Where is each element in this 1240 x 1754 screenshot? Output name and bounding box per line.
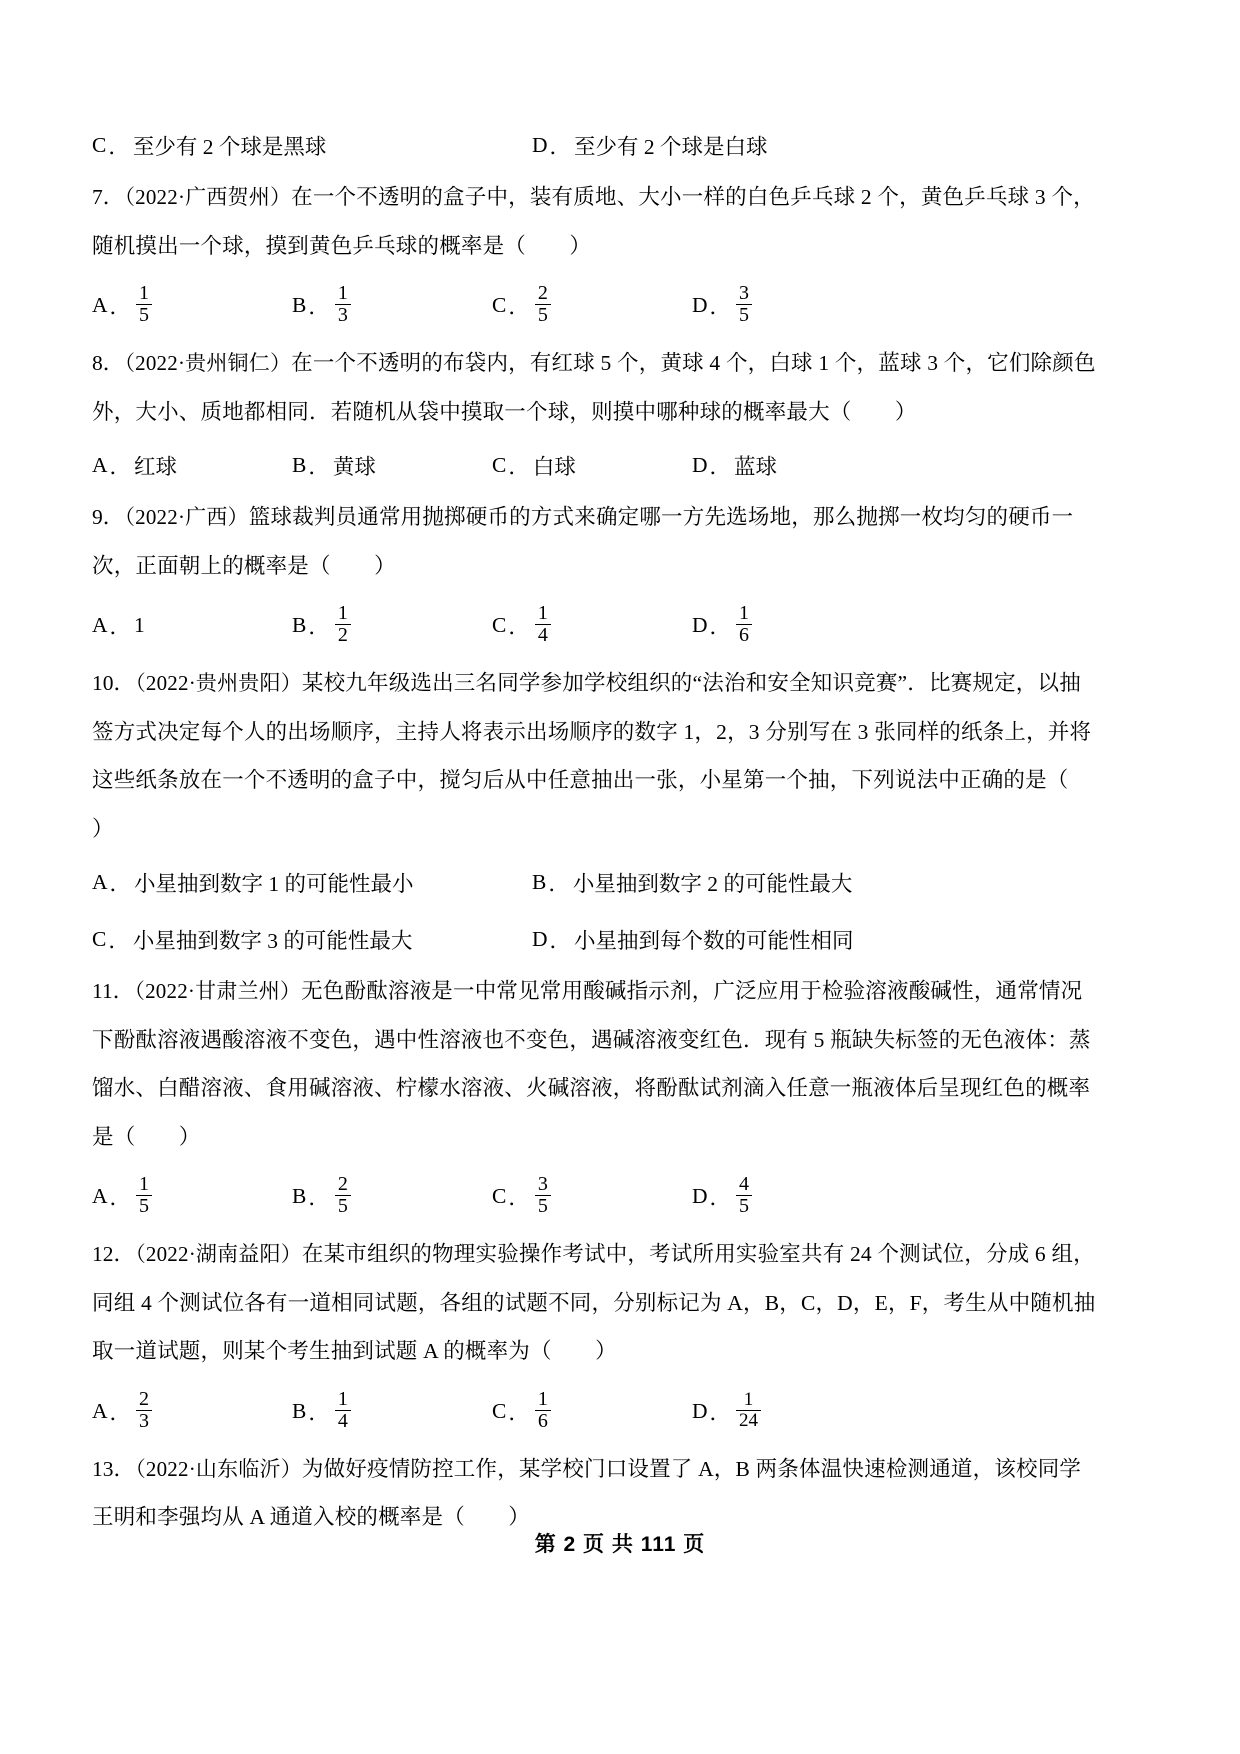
q10-option-c-label: C — [92, 927, 107, 951]
q8-option-b-label: B — [292, 453, 307, 477]
fraction-numerator: 1 — [537, 1387, 548, 1410]
q11-option-d[interactable] — [692, 1175, 932, 1218]
question-12-text-1: 在某市组织的物理实验操作考试中，考试所用实验室共有 24 个测试位，分成 6 组， — [301, 1242, 1095, 1266]
question-11-line-3 — [92, 1078, 1152, 1100]
q9-option-b[interactable] — [292, 604, 492, 647]
fraction-denominator: 5 — [736, 1195, 752, 1217]
question-11-number: 11 — [92, 979, 113, 1003]
fraction-numerator: 4 — [739, 1173, 750, 1195]
fraction-denominator: 5 — [136, 1195, 152, 1217]
question-11-text-1: 无色酚酞溶液是一中常见常用酸碱指示剂，广泛应用于检验溶液酸碱性，通常情况 — [301, 979, 1083, 1003]
q12-option-c[interactable] — [492, 1387, 692, 1433]
question-8 — [92, 353, 1152, 423]
question-10-line-2 — [92, 719, 1152, 744]
option-separator: ． — [109, 1186, 132, 1210]
q11-option-b-fraction — [335, 1174, 351, 1217]
question-13-text-2: 王明和李强均从 A 通道入校的概率是（ ） — [92, 1505, 530, 1529]
q7-option-c[interactable] — [492, 284, 692, 327]
q8-option-d-text: 蓝球 — [734, 455, 778, 479]
fraction-denominator: 4 — [335, 1410, 351, 1432]
fraction-numerator: 1 — [537, 602, 548, 624]
question-10-text-2: 签方式决定每个人的出场顺序，主持人将表示出场顺序的数字 1，2，3 分别写在 3 张同样的纸条上，并将 — [92, 719, 1092, 744]
q11-option-c-fraction — [535, 1174, 551, 1217]
option-separator: ． — [109, 872, 132, 896]
q9-option-d-fraction — [736, 603, 752, 646]
q10-option-c[interactable] — [92, 924, 532, 955]
question-10-source: （2022·贵州贵阳） — [135, 671, 302, 695]
option-separator: ． — [709, 295, 732, 319]
question-9-text-2: 次，正面朝上的概率是（ ） — [92, 553, 396, 578]
q7-options-row — [92, 284, 1152, 327]
q6-option-d-text: 至少有 2 个球是白球 — [574, 135, 768, 159]
question-11 — [92, 981, 1152, 1148]
question-11-text-4: 是（ ） — [92, 1124, 201, 1149]
question-13-number: 13 — [92, 1456, 114, 1481]
q9-option-b-label: B — [292, 613, 307, 637]
question-12 — [92, 1244, 1152, 1363]
question-11-text-2: 下酚酞溶液遇酸溶液不变色，遇中性溶液也不变色，遇碱溶液变红色．现有 5 瓶缺失标签的无色液体：蒸 — [92, 1027, 1091, 1052]
question-11-source: （2022·甘肃兰州） — [134, 979, 302, 1003]
question-8-text-1: 在一个不透明的布袋内，有红球 5 个，黄球 4 个，白球 1 个，蓝球 3 个，它们除颜色 — [291, 351, 1096, 375]
q10-option-b-text: 小星抽到数字 2 的可能性最大 — [572, 872, 853, 896]
fraction-denominator: 5 — [335, 1195, 351, 1217]
fraction-denominator: 3 — [136, 1410, 152, 1432]
q11-option-a-fraction — [136, 1174, 152, 1217]
q9-option-d[interactable] — [692, 604, 932, 647]
q12-option-b-fraction — [335, 1389, 351, 1432]
q8-option-c-text: 白球 — [532, 455, 576, 479]
question-12-line-1: 12．（2022·湖南益阳）在某市组织的物理实验操作考试中，考试所用实验室共有 24 个测试位，分成 6 组， — [92, 1242, 1095, 1266]
q12-option-b[interactable] — [292, 1387, 492, 1433]
question-11-line-1: 11．（2022·甘肃兰州）无色酚酞溶液是一中常见常用酸碱指示剂，广泛应用于检验溶液酸碱性，通常情况 — [92, 979, 1083, 1003]
q11-option-c-label: C — [492, 1184, 507, 1208]
q11-options-row — [92, 1175, 1152, 1218]
q8-option-b-text: 黄球 — [332, 455, 376, 479]
q11-option-c[interactable] — [492, 1175, 692, 1218]
q7-option-d[interactable] — [692, 284, 932, 327]
fraction-denominator: 5 — [535, 1195, 551, 1217]
q11-option-b[interactable] — [292, 1175, 492, 1218]
q7-option-b-fraction — [335, 283, 351, 326]
option-separator: ． — [548, 872, 570, 896]
q12-option-c-fraction — [535, 1389, 551, 1432]
question-10-line-3 — [92, 770, 1152, 792]
option-separator: ． — [709, 455, 732, 479]
q9-option-a-label: A — [92, 613, 108, 637]
question-7 — [92, 187, 1152, 257]
q10-option-c-text: 小星抽到数字 3 的可能性最大 — [132, 929, 413, 953]
q11-option-a-label: A — [92, 1184, 108, 1208]
option-separator: ． — [549, 929, 572, 953]
option-separator: ． — [508, 1400, 530, 1425]
question-12-source: （2022·湖南益阳） — [135, 1242, 302, 1266]
question-11-text-3: 馏水、白醋溶液、食用碱溶液、柠檬水溶液、火碱溶液，将酚酞试剂滴入任意一瓶液体后呈现红色的概率 — [92, 1076, 1091, 1100]
option-separator: ． — [108, 135, 130, 159]
question-10-line-4 — [92, 816, 1152, 841]
q12-option-d[interactable] — [692, 1388, 932, 1432]
q10-option-a-label: A — [92, 870, 108, 894]
q6-option-c-text: 至少有 2 个球是黑球 — [132, 135, 327, 159]
q8-option-b[interactable] — [292, 450, 492, 481]
q8-option-a-label: A — [92, 453, 108, 477]
q12-options-row — [92, 1387, 1152, 1433]
question-8-number: 8 — [92, 351, 103, 375]
option-separator: ． — [109, 615, 132, 639]
q6-option-d[interactable] — [532, 130, 1052, 161]
question-7-source: （2022·广西贺州） — [124, 185, 292, 209]
question-7-text-2: 随机摸出一个球，摸到黄色乒乓球的概率是（ ） — [92, 233, 592, 258]
q8-option-d-label: D — [692, 453, 708, 477]
option-separator: ． — [109, 455, 132, 479]
question-8-source: （2022·贵州铜仁） — [124, 351, 292, 375]
option-separator: ． — [508, 1186, 530, 1210]
option-separator: ． — [549, 135, 572, 159]
question-10-text-4: ） — [92, 816, 114, 841]
question-7-line-2 — [92, 233, 1152, 258]
q6-option-c-label: C — [92, 133, 107, 157]
q8-option-c-label: C — [492, 453, 507, 477]
question-9-number: 9 — [92, 505, 103, 529]
option-separator: ． — [109, 295, 132, 319]
q7-option-b-label: B — [292, 293, 307, 317]
question-13-line-2 — [92, 1507, 1152, 1529]
q9-option-c-label: C — [492, 613, 507, 637]
q10-option-d-text: 小星抽到每个数的可能性相同 — [574, 929, 854, 953]
q12-option-d-label: D — [692, 1398, 708, 1423]
q12-option-a-label: A — [92, 1398, 108, 1423]
option-separator: ． — [709, 1400, 732, 1425]
q7-option-a[interactable] — [92, 284, 292, 327]
fraction-numerator: 1 — [337, 602, 348, 624]
q11-option-b-label: B — [292, 1184, 307, 1208]
fraction-numerator: 1 — [337, 282, 348, 304]
fraction-denominator: 2 — [335, 624, 351, 646]
q9-option-a[interactable] — [92, 610, 292, 641]
q9-options-row — [92, 604, 1152, 647]
q11-option-d-fraction — [736, 1174, 752, 1217]
q12-option-c-label: C — [492, 1398, 507, 1423]
q7-option-a-fraction — [136, 283, 152, 326]
option-separator: ． — [709, 615, 732, 639]
option-separator: ． — [308, 615, 330, 639]
option-separator: ． — [108, 929, 130, 953]
question-7-text-1: 在一个不透明的盒子中，装有质地、大小一样的白色乒乓球 2 个，黄色乒乓球 3 个， — [291, 185, 1095, 209]
option-separator: ． — [709, 1186, 732, 1210]
option-separator: ． — [308, 455, 330, 479]
question-12-line-3 — [92, 1341, 1152, 1363]
q10-option-a[interactable] — [92, 867, 532, 898]
q6-option-d-label: D — [532, 133, 548, 157]
q7-option-a-label: A — [92, 293, 108, 317]
fraction-denominator: 24 — [736, 1410, 761, 1431]
question-13-line-1: 13．（2022·山东临沂）为做好疫情防控工作，某学校门口设置了 A，B 两条体温快速检测通道，该校同学 — [92, 1456, 1082, 1481]
fraction-numerator: 2 — [139, 1387, 150, 1410]
question-8-line-1: 8．（2022·贵州铜仁）在一个不透明的布袋内，有红球 5 个，黄球 4 个，白球 1 个，蓝球 3 个，它们除颜色 — [92, 351, 1096, 375]
fraction-numerator: 1 — [739, 602, 750, 624]
question-10 — [92, 673, 1152, 840]
q10-option-d-label: D — [532, 927, 548, 951]
q11-option-a[interactable] — [92, 1175, 292, 1218]
fraction-denominator: 5 — [535, 304, 551, 326]
question-9 — [92, 507, 1152, 577]
q8-option-d[interactable] — [692, 450, 932, 481]
q9-option-b-fraction — [335, 603, 351, 646]
q7-option-c-fraction — [535, 283, 551, 326]
q8-options-row — [92, 450, 1152, 481]
fraction-numerator: 1 — [743, 1388, 754, 1410]
option-separator: ． — [508, 295, 530, 319]
option-separator: ． — [308, 1186, 330, 1210]
q7-option-d-label: D — [692, 293, 708, 317]
question-9-line-2 — [92, 553, 1152, 578]
option-separator: ． — [308, 295, 330, 319]
question-7-number: 7 — [92, 185, 103, 209]
question-11-line-4 — [92, 1124, 1152, 1149]
fraction-denominator: 5 — [736, 304, 752, 326]
q10-options-row-1 — [92, 867, 1152, 898]
question-9-source: （2022·广西） — [124, 505, 249, 529]
fraction-numerator: 2 — [537, 282, 548, 304]
fraction-denominator: 6 — [736, 624, 752, 646]
option-separator: ． — [508, 455, 530, 479]
q11-option-d-label: D — [692, 1184, 708, 1208]
q12-option-a[interactable] — [92, 1387, 292, 1433]
fraction-denominator: 4 — [535, 624, 551, 646]
question-9-line-1: 9．（2022·广西）篮球裁判员通常用抛掷硬币的方式来确定哪一方先选场地，那么抛掷一枚均匀的硬币一 — [92, 505, 1074, 529]
q9-option-a-text: 1 — [134, 613, 145, 637]
fraction-numerator: 1 — [139, 1173, 150, 1195]
question-10-text-3: 这些纸条放在一个不透明的盒子中，搅匀后从中任意抽出一张，小星第一个抽，下列说法中正确的是（ — [92, 768, 1069, 792]
q10-option-d[interactable] — [532, 924, 1052, 955]
q10-option-b-label: B — [532, 870, 547, 894]
q8-option-a-text: 红球 — [134, 455, 178, 479]
question-9-text-1: 篮球裁判员通常用抛掷硬币的方式来确定哪一方先选场地，那么抛掷一枚均匀的硬币一 — [248, 505, 1074, 529]
q10-options-row-2 — [92, 924, 1152, 955]
q9-option-c[interactable] — [492, 604, 692, 647]
q10-option-b[interactable] — [532, 867, 1052, 898]
fraction-numerator: 2 — [337, 1173, 348, 1195]
fraction-numerator: 1 — [139, 282, 150, 304]
fraction-denominator: 6 — [535, 1410, 551, 1432]
option-separator: ． — [508, 615, 530, 639]
question-13-source: （2022·山东临沂） — [135, 1456, 302, 1481]
q6-option-c[interactable] — [92, 130, 532, 161]
q7-option-b[interactable] — [292, 284, 492, 327]
question-8-line-2 — [92, 399, 1152, 424]
question-7-line-1: 7．（2022·广西贺州）在一个不透明的盒子中，装有质地、大小一样的白色乒乓球 2 个，黄色乒乓球 3 个， — [92, 185, 1095, 209]
q8-option-a[interactable] — [92, 450, 292, 481]
q7-option-d-fraction — [736, 283, 752, 326]
fraction-numerator: 1 — [337, 1387, 348, 1410]
page-footer: 第 2 页 共 111 页 — [534, 1533, 706, 1556]
question-13-text-1: 为做好疫情防控工作，某学校门口设置了 A，B 两条体温快速检测通道，该校同学 — [301, 1456, 1082, 1481]
question-11-line-2 — [92, 1027, 1152, 1052]
fraction-denominator: 3 — [335, 304, 351, 326]
fraction-numerator: 3 — [739, 282, 750, 304]
question-10-text-1: 某校九年级选出三名同学参加学校组织的“法治和安全知识竞赛”．比赛规定，以抽 — [301, 671, 1081, 695]
q9-option-d-label: D — [692, 613, 708, 637]
question-12-text-2: 同组 4 个测试位各有一道相同试题，各组的试题不同，分别标记为 A，B，C，D，E，F，考生从中随机抽 — [92, 1290, 1096, 1315]
question-12-text-3: 取一道试题，则某个考生抽到试题 A 的概率为（ ） — [92, 1339, 617, 1363]
question-10-number: 10 — [92, 671, 114, 695]
question-12-number: 12 — [92, 1242, 114, 1266]
q10-option-a-text: 小星抽到数字 1 的可能性最小 — [134, 872, 414, 896]
option-separator: ． — [308, 1400, 330, 1425]
q9-option-c-fraction — [535, 603, 551, 646]
question-10-line-1: 10．（2022·贵州贵阳）某校九年级选出三名同学参加学校组织的“法治和安全知识竞赛”．比赛规定，以抽 — [92, 671, 1081, 695]
q6-options-row — [92, 130, 1152, 161]
question-8-text-2: 外，大小、质地都相同．若随机从袋中摸取一个球，则摸中哪种球的概率最大（ ） — [92, 399, 917, 424]
question-12-line-2 — [92, 1290, 1152, 1315]
question-13 — [92, 1456, 1152, 1529]
option-separator: ． — [109, 1400, 132, 1425]
q12-option-a-fraction — [136, 1389, 152, 1432]
q12-option-d-fraction — [736, 1390, 761, 1431]
q12-option-b-label: B — [292, 1398, 307, 1423]
q7-option-c-label: C — [492, 293, 507, 317]
fraction-denominator: 5 — [136, 304, 152, 326]
q8-option-c[interactable] — [492, 450, 692, 481]
fraction-numerator: 3 — [537, 1173, 548, 1195]
